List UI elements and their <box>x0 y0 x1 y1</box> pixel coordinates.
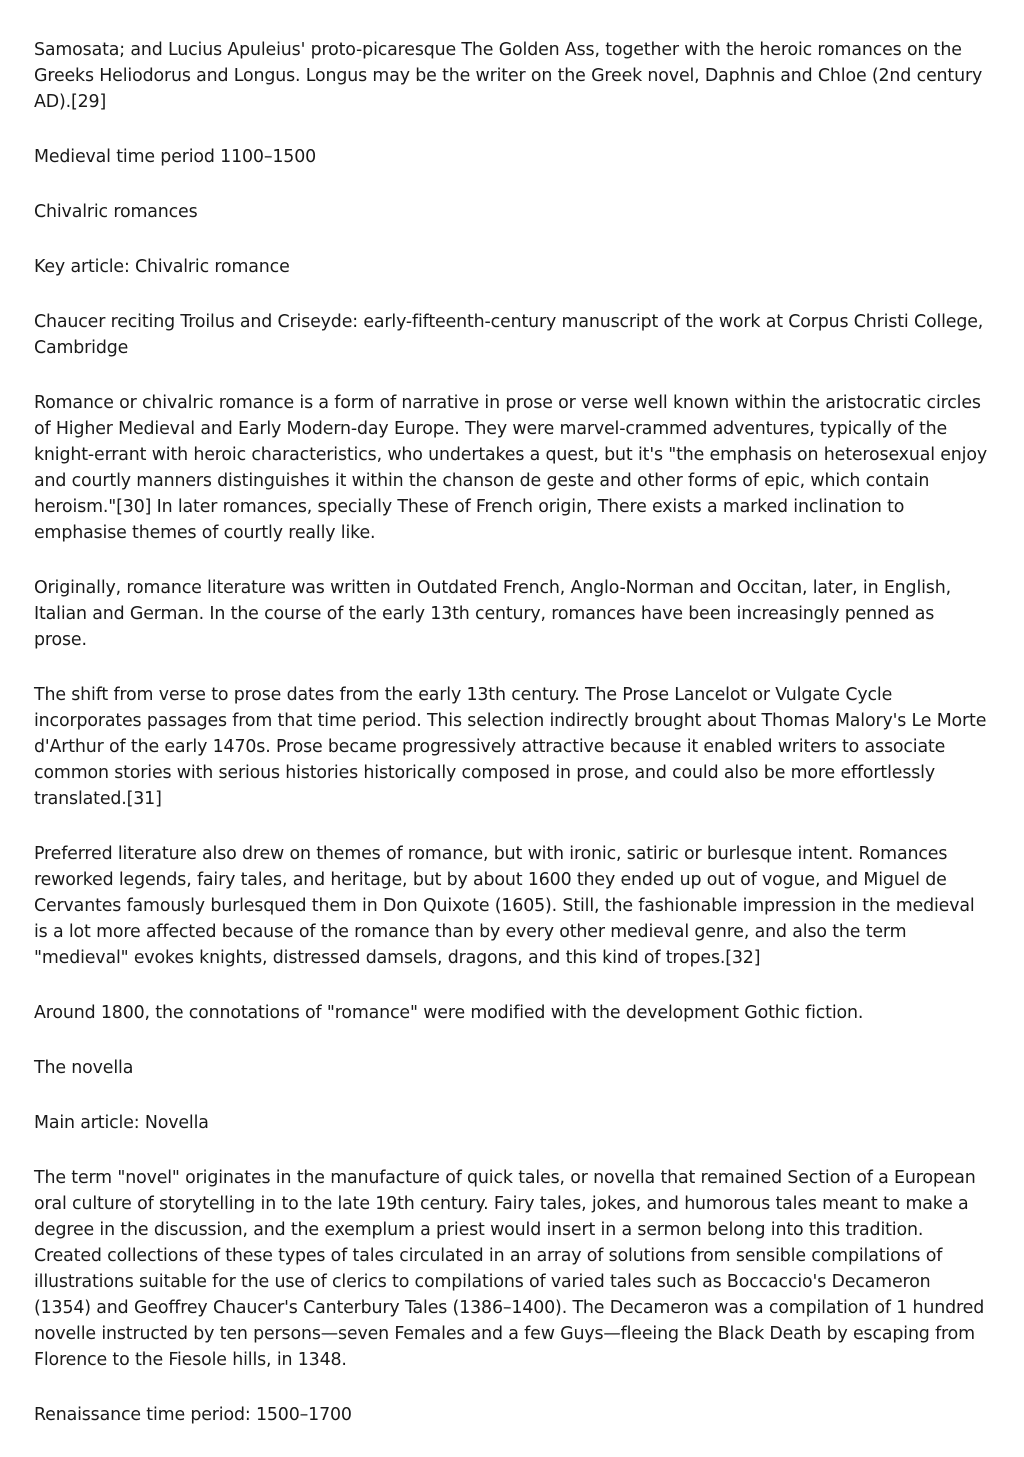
paragraph-intro-continuation: Samosata; and Lucius Apuleius' proto-picaresque The Golden Ass, together with the heroic romances on the Greeks Heliodorus and Longus. Longus may be the writer on the Greek novel, Daphnis and Chloe (2nd century AD).[29] <box>34 40 983 112</box>
paragraph-novel-origin: The term "novel" originates in the manufacture of quick tales, or novella that remained Section of a European oral culture of storytelling in to the late 19th century. Fairy tales, jokes, and humorous tales meant to make a degree in the discussion, and the exemplum a priest would insert in a sermon belong into this tradition. Created collections of these types of tales circulated in an array of solutions from sensible compilations of illustrations suitable for the use of clerics to compilations of varied tales such as Boccaccio's Decameron (1354) and Geoffrey Chaucer's Canterbury Tales (1386–1400). The Decameron was a compilation of 1 hundred novelle instructed by ten persons—seven Females and a few Guys—fleeing the Black Death by escaping from Florence to the Fiesole hills, in 1348. <box>34 1168 985 1370</box>
heading-novella: The novella <box>34 1058 134 1078</box>
heading-renaissance-period: Renaissance time period: 1500–1700 <box>34 1405 352 1425</box>
paragraph-gothic-fiction: Around 1800, the connotations of "romance" were modified with the development Gothic fiction. <box>34 1003 864 1023</box>
main-article-note: Main article: Novella <box>34 1113 209 1133</box>
image-caption: Chaucer reciting Troilus and Criseyde: early-fifteenth-century manuscript of the work at Corpus Christi College, Cambridge <box>34 312 984 358</box>
heading-medieval-period: Medieval time period 1100–1500 <box>34 147 317 167</box>
paragraph-verse-to-prose: The shift from verse to prose dates from the early 13th century. The Prose Lancelot or Vulgate Cycle incorporates passages from that time period. This selection indirectly brought about Thomas Malory's Le Morte d'Arthur of the early 1470s. Prose became progressively attractive because it enabled writers to associate common stories with serious histories historically composed in prose, and could also be more effortlessly translated.[31] <box>34 685 987 809</box>
paragraph-romance-languages: Originally, romance literature was written in Outdated French, Anglo-Norman and Occitan, later, in English, Italian and German. In the course of the early 13th century, romances have been increasingly penned as prose. <box>34 578 951 650</box>
paragraph-romance-definition: Romance or chivalric romance is a form of narrative in prose or verse well known within the aristocratic circles of Higher Medieval and Early Modern-day Europe. They were marvel-crammed adventures, typically of the knight-errant with heroic characteristics, who undertakes a quest, but it's "the emphasis on heterosexual enjoy and courtly manners distinguishes it within the chanson de geste and other forms of epic, which contain heroism."[30] In later romances, specially These of French origin, There exists a marked inclination to emphasise themes of courtly really like. <box>34 393 987 543</box>
heading-chivalric-romances: Chivalric romances <box>34 202 198 222</box>
paragraph-popular-literature: Preferred literature also drew on themes of romance, but with ironic, satiric or burlesque intent. Romances reworked legends, fairy tales, and heritage, but by about 1600 they ended up out of vogue, and Miguel de Cervantes famously burlesqued them in Don Quixote (1605). Still, the fashionable impression in the medieval is a lot more affected because of the romance than by every other medieval genre, and also the term "medieval" evokes knights, distressed damsels, dragons, and this kind of tropes.[32] <box>34 844 975 968</box>
key-article-note: Key article: Chivalric romance <box>34 257 290 277</box>
document-body <box>34 37 990 1457</box>
